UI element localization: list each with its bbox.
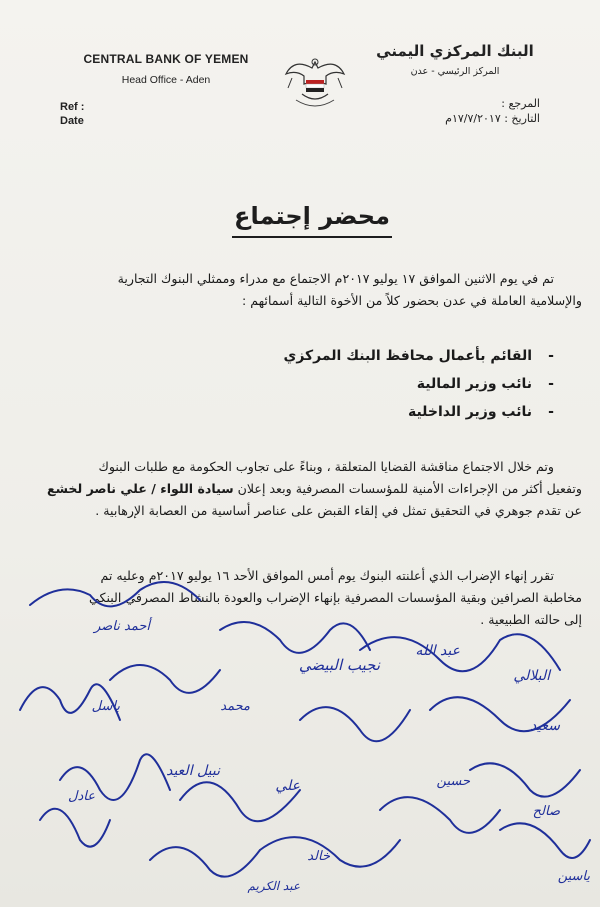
yemen-eagle-emblem-icon <box>280 48 350 114</box>
signature-scribble <box>300 707 410 741</box>
attendee-list <box>283 342 560 426</box>
arabic-bank-name: البنك المركزي اليمني <box>376 42 534 60</box>
discussion-line-1: وتم خلال الاجتماع مناقشة القضايا المتعلقة ، وبناءً على تجاوب الحكومة مع طلبات البنوك <box>98 459 554 474</box>
signature-scribble <box>150 847 260 877</box>
signature-name: حسين <box>436 774 470 789</box>
discussion-line-2 <box>22 478 582 500</box>
decision-line-2: مخاطبة الصرافين وبقية المؤسسات المصرفية بإنهاء الإضراب والعودة بالنشاط المصرفي البنكي <box>89 590 582 605</box>
bullet-dash-icon: - <box>548 348 554 364</box>
signature-scribble <box>470 763 580 796</box>
signature-name: أحمد ناصر <box>94 619 150 634</box>
arabic-date-label: التاريخ : <box>504 112 540 125</box>
arabic-ref-block <box>445 96 540 126</box>
signature-name: البلالي <box>513 668 550 684</box>
document-title: محضر إجتماع <box>232 196 392 238</box>
arabic-office: المركز الرئيسي - عدن <box>410 66 500 77</box>
english-date-label: Date <box>60 115 84 127</box>
attendee-name: القائم بأعمال محافظ البنك المركزي <box>283 348 532 364</box>
arabic-ref-label: المرجع : <box>501 97 540 110</box>
list-item <box>283 370 560 398</box>
attendee-name: نائب وزير الداخلية <box>407 404 532 420</box>
signature-scribble <box>500 823 590 858</box>
attendee-name: نائب وزير المالية <box>416 376 532 392</box>
signature-name: باسل <box>91 699 120 714</box>
signature-scribble <box>40 809 110 847</box>
english-office: Head Office - Aden <box>121 74 211 86</box>
opening-line-2: والإسلامية العاملة في عدن بحضور كلاً من الأخوة التالية أسمائهم : <box>242 293 582 308</box>
signature-name: محمد <box>220 699 250 714</box>
signature-scribble <box>30 582 200 606</box>
signature-name: صالح <box>532 804 560 819</box>
signature-scribble <box>220 622 370 653</box>
list-item <box>283 342 560 370</box>
list-item <box>283 398 560 426</box>
signature-name: عبد الكريم <box>247 879 300 893</box>
official-name: سيادة اللواء / علي ناصر لخشع <box>46 481 234 496</box>
opening-line-1: تم في يوم الاثنين الموافق ١٧ يوليو ٢٠١٧م الاجتماع مع مدراء وممثلي البنوك التجارية <box>117 271 554 286</box>
decision-line-3: إلى حالته الطبيعية . <box>480 612 582 627</box>
signature-name: نبيل العيد <box>166 763 220 779</box>
opening-paragraph <box>22 268 582 312</box>
signature-name: سعيد <box>529 718 560 734</box>
english-ref-label: Ref : <box>60 101 85 113</box>
signatures-area <box>0 560 600 907</box>
signature-name: نجيب البيضي <box>298 656 380 674</box>
arabic-letterhead <box>370 42 540 77</box>
signature-name: عادل <box>68 789 95 804</box>
discussion-line-2-text: وتفعيل أكثر من الإجراءات الأمنية للمؤسسات المصرفية وبعد إعلان <box>237 481 582 496</box>
english-ref-block <box>60 100 84 128</box>
decision-line-1: تقرر إنهاء الإضراب الذي أعلنته البنوك يوم أمس الموافق الأحد ١٦ يوليو ٢٠١٧م وعليه تم <box>100 568 554 583</box>
signature-name: علي <box>275 778 300 794</box>
signature-name: ياسين <box>557 869 590 884</box>
signature-name: خالد <box>307 849 330 864</box>
signature-scribble <box>360 634 560 671</box>
english-bank-name: CENTRAL BANK OF YEMEN <box>83 52 249 66</box>
bullet-dash-icon: - <box>548 376 554 392</box>
signature-scribble <box>380 797 500 833</box>
signature-scribble <box>260 837 400 867</box>
english-letterhead <box>66 52 266 86</box>
signature-scribble <box>110 665 220 693</box>
bullet-dash-icon: - <box>548 404 554 420</box>
arabic-date-value: ١٧/٧/٢٠١٧م <box>445 112 501 125</box>
discussion-paragraph <box>22 456 582 522</box>
discussion-line-3: عن تقدم جوهري في التحقيق تمثل في إلقاء القبض على عناصر أساسية من العصابة الإرهابية . <box>95 503 582 518</box>
signature-name: عبد الله <box>415 643 460 659</box>
